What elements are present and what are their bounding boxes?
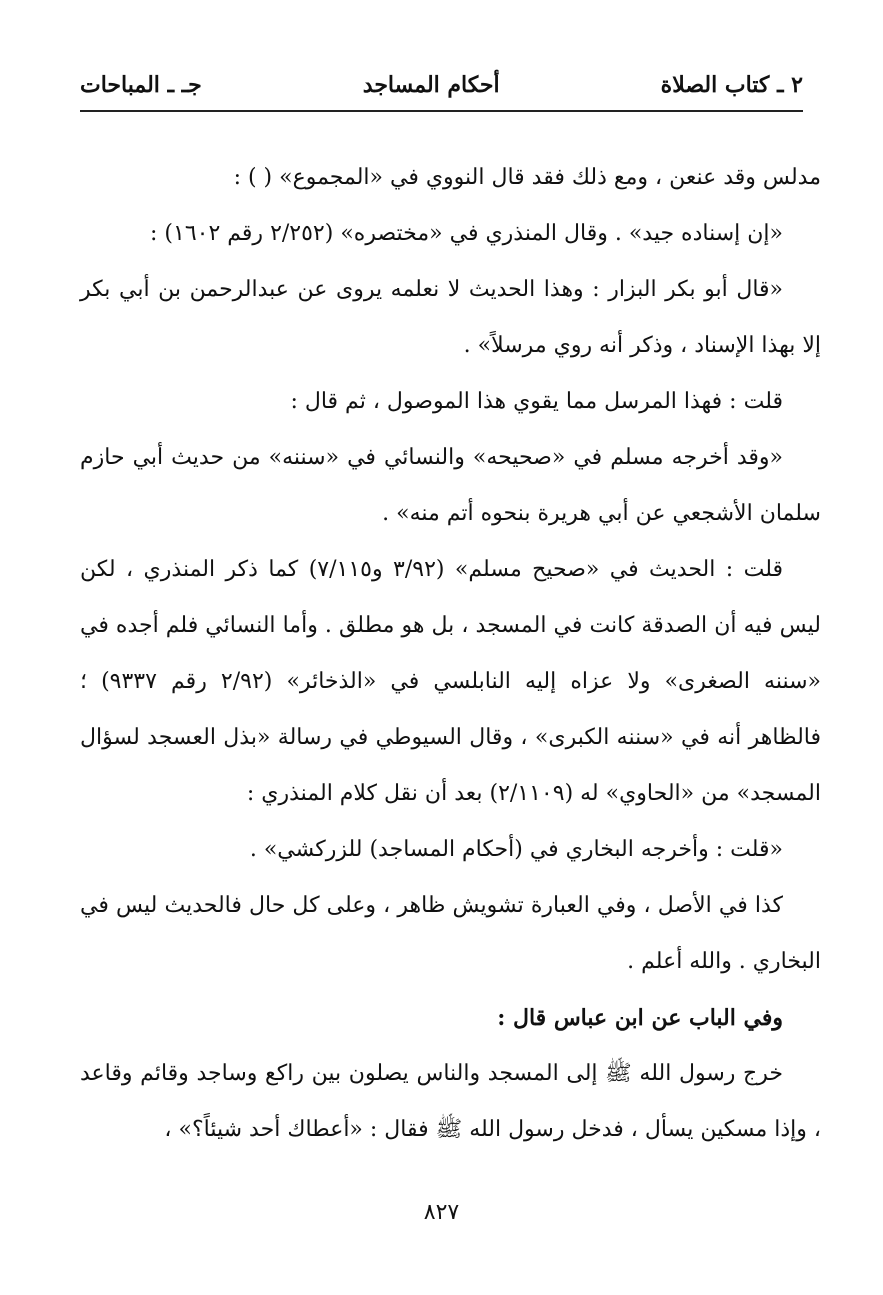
header-divider (80, 110, 803, 112)
running-header (80, 62, 803, 108)
paragraph: قلت : فهذا المرسل مما يقوي هذا الموصول ، ثم قال : (290, 389, 783, 414)
paragraph: «إن إسناده جيد» . وقال المنذري في «مختصره» (٢/٢٥٢ رقم ١٦٠٢) : (150, 221, 783, 246)
header-subsection: جـ ـ المباحات (80, 72, 202, 98)
paragraph: قلت : الحديث في «صحيح مسلم» (٣/٩٢ و٧/١١٥) كما ذكر المنذري ، لكن ليس فيه أن الصدقة كانت في المسجد ، بل هو مطلق . وأما النسائي فلم أجده في «سننه الصغرى» ولا عزاه إليه النابلسي في «الذخائر» (٢/٩٢ رقم ٩٣٣٧) ؛ فالظاهر أنه في «سننه الكبرى» ، وقال السيوطي في رسالة «بذل العسجد لسؤال المسجد» من «الحاوي» له (٢/١١٠٩) بعد أن نقل كلام المنذري : (80, 557, 821, 806)
page-number: ٨٢٧ (423, 1200, 460, 1225)
paragraph: «وقد أخرجه مسلم في «صحيحه» والنسائي في «سننه» من حديث أبي حازم سلمان الأشجعي عن أبي هريرة بنحوه أتم منه» . (80, 445, 821, 526)
header-chapter: ٢ ـ كتاب الصلاة (660, 72, 803, 98)
section-heading: وفي الباب عن ابن عباس قال : (497, 1005, 783, 1031)
paragraph: «قلت : وأخرجه البخاري في (أحكام المساجد) للزركشي» . (249, 837, 783, 862)
header-section-title: أحكام المساجد (362, 72, 500, 98)
paragraph: كذا في الأصل ، وفي العبارة تشويش ظاهر ، وعلى كل حال فالحديث ليس في البخاري . والله أعلم . (80, 893, 821, 974)
page-body (80, 150, 821, 1158)
paragraph: «قال أبو بكر البزار : وهذا الحديث لا نعلمه يروى عن عبدالرحمن بن أبي بكر إلا بهذا الإسناد ، وذكر أنه روي مرسلاً» . (80, 277, 821, 358)
paragraph: خرج رسول الله ﷺ إلى المسجد والناس يصلون بين راكع وساجد وقائم وقاعد ، وإذا مسكين يسأل ، فدخل رسول الله ﷺ فقال : «أعطاك أحد شيئاً؟» ، (80, 1061, 821, 1142)
paragraph: مدلس وقد عنعن ، ومع ذلك فقد قال النووي في «المجموع» ( ) : (233, 165, 821, 190)
